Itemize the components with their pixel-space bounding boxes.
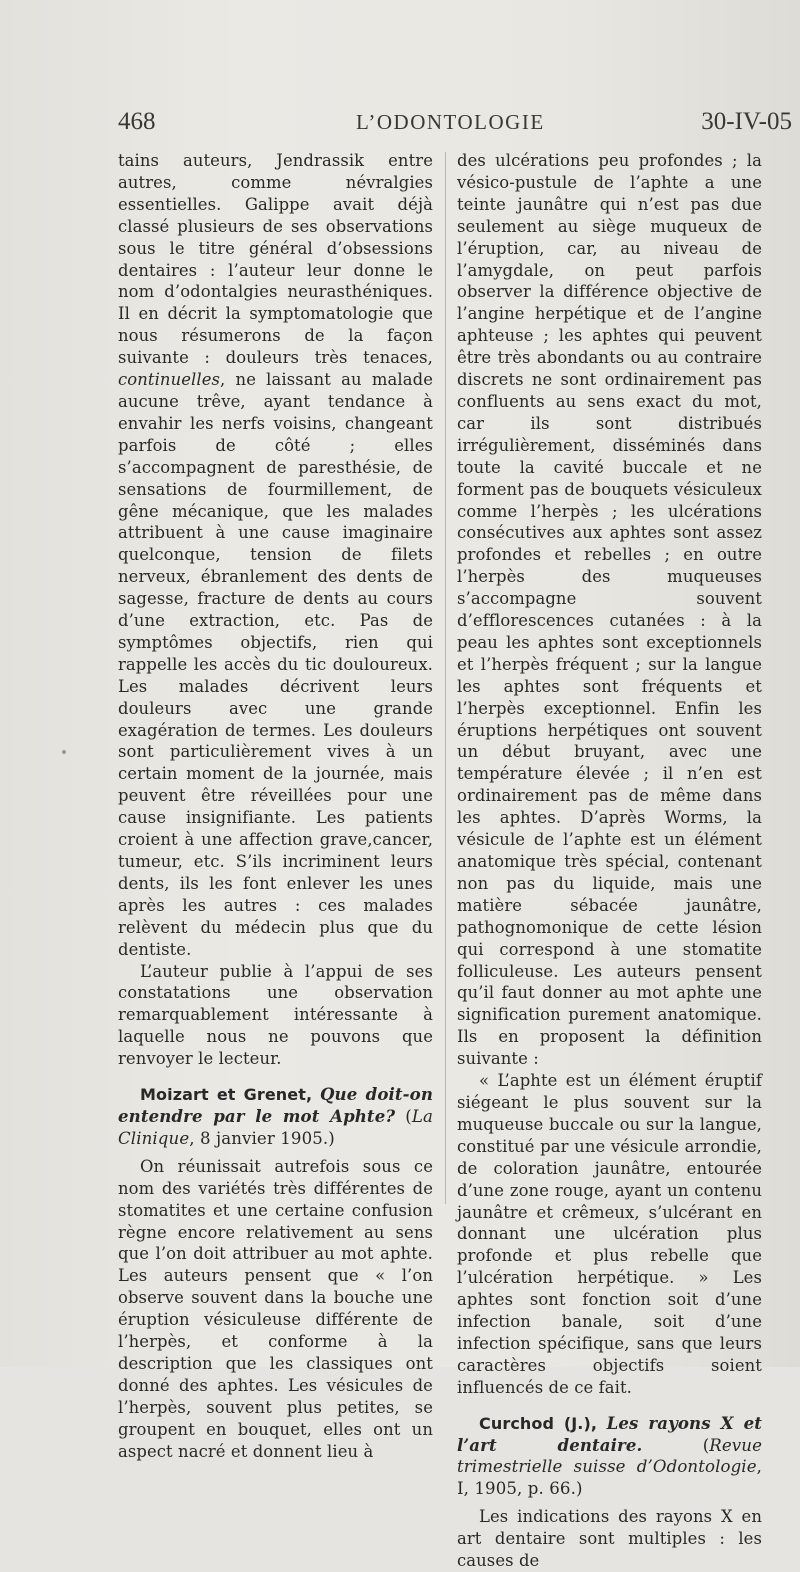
column-divider xyxy=(445,152,446,1204)
quotation-paragraph: « L’aphte est un élément éruptif siégeant le plus souvent sur la muqueuse buccale ou sur la langue, constitué par une vésicule arrondie, de coloration jaunâtre, entourée d’une zone rouge, ayant un contenu jaunâtre et crêmeux, s’ulcérant en donnant une ulcération plus profonde et plus rebelle que l’ulcération herpétique. » Les aphtes sont fonction soit d’une infection banale, soit d’une infection spécifique, sans que leurs caractères objectifs soient influencés de ce fait. xyxy=(457,1071,762,1397)
bibliography-entry: Moizart et Grenet, Que doit-on entendre par le mot Aphte? (La Clinique, 8 janvier 1905.) xyxy=(118,1084,433,1148)
running-header xyxy=(118,108,792,142)
issue-date: 30-IV-05 xyxy=(701,108,792,135)
paper-speck xyxy=(62,750,66,754)
paragraph: tains auteurs, Jendrassik entre autres, comme névralgies essentielles. Galippe avait déjà classé plusieurs de ses observations sous le titre général d’obsessions dentaires : l’auteur leur donne le nom d’odontalgies neurasthéniques. Il en décrit la symptomatologie que nous résumerons de la façon suivante : douleurs très tenaces, continuelles, ne laissant au malade aucune trêve, ayant tendance à envahir les nerfs voisins, changeant parfois de côté ; elles s’accompagnent de paresthésie, de sensations de fourmillement, de gêne mécanique, que les malades attribuent à une cause imaginaire quelconque, tension de filets nerveux, ébranlement des dents de sagesse, fracture de dents au cours d’une extraction, etc. Pas de symptômes objectifs, rien qui rappelle les accès du tic douloureux. Les malades décrivent leurs douleurs avec une grande exagération de termes. Les douleurs sont particulièrement vives à un certain moment de la journée, mais peuvent être réveillées pour une cause insignifiante. Les patients croient à une affection grave,cancer, tumeur, etc. S’ils incriminent leurs dents, ils les font enlever les unes après les autres : ces malades relèvent du médecin plus que du dentiste. xyxy=(118,151,433,959)
paragraph: des ulcérations peu profondes ; la vésico-pustule de l’aphte a une teinte jaunâtre qui n’est pas due seulement au siège muqueux de l’éruption, car, au niveau de l’amygdale, on peut parfois observer la différence objective de l’angine herpétique et de l’angine aphteuse ; les aphtes qui peuvent être très abondants ou au contraire discrets ne sont ordinairement pas confluents au sens exact du mot, car ils sont distribués irrégulièrement, disséminés dans toute la cavité buccale et ne forment pas de bouquets vésiculeux comme l’herpès ; les ulcérations consécutives aux aphtes sont assez profondes et rebelles ; en outre l’herpès des muqueuses s’accompagne souvent d’efflorescences cutanées : à la peau les aphtes sont exceptionnels et l’herpès fréquent ; sur la langue les aphtes sont fréquents et l’herpès exceptionnel. Enfin les éruptions herpétiques ont souvent un début bruyant, avec une température élevée ; il n’en est ordinairement pas de même dans les aphtes. D’après Worms, la vésicule de l’aphte est un élément anatomique très spécial, contenant non pas du liquide, mais une matière sébacée jaunâtre, pathognomonique de cette lésion qui correspond à une stomatite folliculeuse. Les auteurs pensent qu’il faut donner au mot aphte une signification purement anatomique. Ils en proposent la définition suivante : xyxy=(457,151,762,1069)
paragraph: L’auteur publie à l’appui de ses constatations une observation remarquablement intéressante à laquelle nous ne pouvons que renvoyer le lecteur. xyxy=(118,961,433,1069)
left-column xyxy=(118,150,433,1462)
paragraph: Les indications des rayons X en art dentaire sont multiples : les causes de xyxy=(457,1507,762,1571)
page-number: 468 xyxy=(118,108,156,135)
journal-title: L’ODONTOLOGIE xyxy=(356,110,545,134)
bibliography-entry: Curchod (J.), Les rayons X et l’art dentaire. (Revue trimestrielle suisse d’Odontologie, I, 1905, p. 66.) xyxy=(457,1412,763,1499)
paragraph: On réunissait autrefois sous ce nom des variétés très différentes de stomatites et une certaine confusion règne encore relativement au sens que l’on doit attribuer au mot aphte. Les auteurs pensent que « l’on observe souvent dans la bouche une éruption vésiculeuse différente de l’herpès, et conforme à la description que les classiques ont donné des aphtes. Les vésicules de l’herpès, souvent plus petites, se groupent en bouquet, elles ont un aspect nacré et donnent lieu à xyxy=(118,1156,433,1461)
right-column xyxy=(457,150,762,1572)
